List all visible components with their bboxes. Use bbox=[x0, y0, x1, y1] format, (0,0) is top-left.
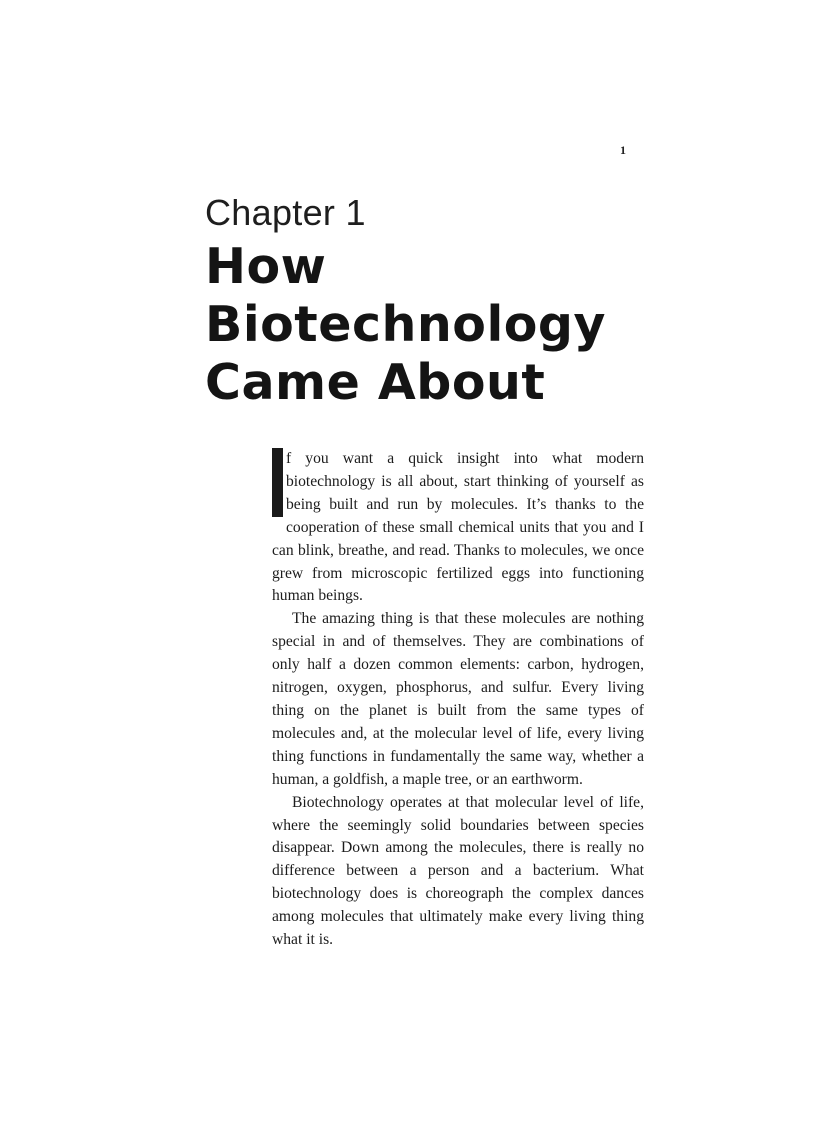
paragraph-1-text: f you want a quick insight into what modern biotechnology is all about, start thinking of yourself as being built and run by molecules. It’s thanks to the cooperation of these small chemical units that you and I can blink, breathe, and read. Thanks to molecules, we once grew from microscopic fertilized eggs into functioning human beings. bbox=[272, 450, 644, 605]
chapter-label: Chapter 1 bbox=[205, 192, 366, 233]
drop-cap-letter bbox=[272, 448, 283, 517]
chapter-body bbox=[272, 400, 644, 952]
paragraph-2: The amazing thing is that these molecules are nothing special in and of themselves. They are combinations of only half a dozen common elements: carbon, hydrogen, nitrogen, oxygen, phosphorus, and sulfur. Every living thing on the planet is built from the same types of molecules and, at the molecular level of life, every living thing functions in fundamentally the same way, whether a human, a goldfish, a maple tree, or an earthworm. bbox=[272, 610, 644, 788]
page-number: 1 bbox=[620, 143, 626, 157]
chapter-title bbox=[205, 238, 725, 412]
paragraph-1 bbox=[272, 400, 644, 608]
chapter-title-line-1: How Biotechnology bbox=[205, 238, 606, 353]
chapter-title-line-2: Came About bbox=[205, 354, 546, 411]
paragraph-3: Biotechnology operates at that molecular level of life, where the seemingly solid boundaries between species disappear. Down among the molecules, there is really no difference between a person and a bacterium. What biotechnology does is choreograph the complex dances among molecules that ultimately make every living thing what it is. bbox=[272, 793, 644, 949]
